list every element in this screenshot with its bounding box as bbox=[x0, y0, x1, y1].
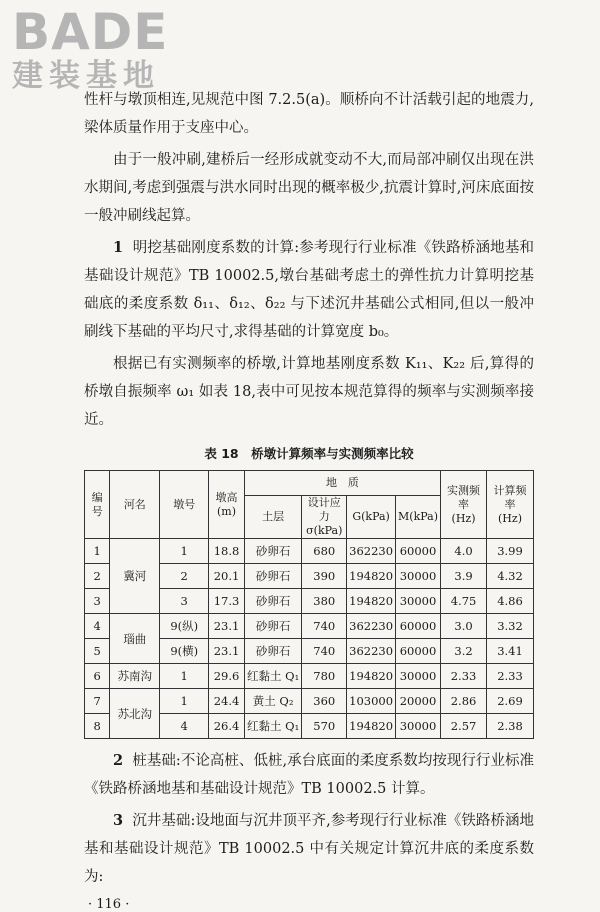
watermark-subtitle: 建装基地 bbox=[12, 58, 160, 94]
cell-sigma: 570 bbox=[302, 714, 347, 739]
cell-measured: 3.2 bbox=[441, 639, 487, 664]
cell-m: 30000 bbox=[396, 589, 441, 614]
paragraph-0: 性杆与墩顶相连,见规范中图 7.2.5(a)。顺桥向不计活载引起的地震力,梁体质量作用于支座中心。 bbox=[84, 92, 534, 136]
watermark-logo: BADE bbox=[12, 3, 169, 61]
cell-sigma: 740 bbox=[302, 614, 347, 639]
cell-soil: 砂卵石 bbox=[244, 639, 302, 664]
cell-no: 5 bbox=[85, 639, 110, 664]
cell-calc: 2.38 bbox=[487, 714, 534, 739]
table-row bbox=[85, 539, 534, 564]
header-calc: 计算频率 (Hz) bbox=[487, 471, 534, 539]
cell-m: 20000 bbox=[396, 689, 441, 714]
cell-soil: 砂卵石 bbox=[244, 614, 302, 639]
paragraph-5 bbox=[84, 807, 534, 891]
watermark bbox=[12, 3, 169, 94]
cell-calc: 3.41 bbox=[487, 639, 534, 664]
cell-measured: 4.0 bbox=[441, 539, 487, 564]
paragraph-1: 由于一般冲刷,建桥后一经形成就变动不大,而局部冲刷仅出现在洪水期间,考虑到强震与洪水同时出现的概率极少,抗震计算时,河床底面按一般冲刷线起算。 bbox=[84, 152, 534, 224]
cell-measured: 4.75 bbox=[441, 589, 487, 614]
document-body bbox=[84, 86, 534, 912]
table-caption: 表 18 桥墩计算频率与实测频率比较 bbox=[204, 446, 414, 461]
cell-measured: 3.9 bbox=[441, 564, 487, 589]
header-height: 墩高 (m) bbox=[209, 471, 245, 539]
cell-m: 30000 bbox=[396, 664, 441, 689]
cell-pier: 1 bbox=[160, 664, 209, 689]
header-soil: 土层 bbox=[244, 496, 302, 539]
paragraph-2-text: 明挖基础刚度系数的计算:参考现行行业标准《铁路桥涵地基和基础设计规范》TB 10002.5,墩台基础考虑土的弹性抗力计算明挖基础底的柔度系数 δ₁₁、δ₁₂、δ₂₂ 与下述沉井基础公式相同,但以一般冲刷线下基础的平均尺寸,求得基础的计算宽度 b₀。 bbox=[84, 240, 535, 340]
cell-sigma: 380 bbox=[302, 589, 347, 614]
cell-m: 30000 bbox=[396, 564, 441, 589]
cell-g: 362230 bbox=[347, 539, 396, 564]
paragraph-4-text: 桩基础:不论高桩、低桩,承台底面的柔度系数均按现行行业标准《铁路桥涵地基和基础设计规范》TB 10002.5 计算。 bbox=[84, 753, 534, 797]
cell-g: 194820 bbox=[347, 564, 396, 589]
cell-no: 1 bbox=[85, 539, 110, 564]
section-number-3: 3 bbox=[113, 812, 124, 829]
cell-soil: 砂卵石 bbox=[244, 589, 302, 614]
cell-pier: 4 bbox=[160, 714, 209, 739]
cell-height: 29.6 bbox=[209, 664, 245, 689]
cell-pier: 9(纵) bbox=[160, 614, 209, 639]
paragraph-5-text: 沉井基础:设地面与沉井顶平齐,参考现行行业标准《铁路桥涵地基和基础设计规范》TB 10002.5 中有关规定计算沉井底的柔度系数为: bbox=[84, 813, 534, 885]
section-number-1: 1 bbox=[113, 239, 124, 256]
cell-no: 7 bbox=[85, 689, 110, 714]
frequency-table bbox=[84, 470, 534, 739]
cell-no: 6 bbox=[85, 664, 110, 689]
cell-measured: 3.0 bbox=[441, 614, 487, 639]
paragraph-4 bbox=[84, 747, 534, 803]
cell-height: 23.1 bbox=[209, 614, 245, 639]
cell-height: 17.3 bbox=[209, 589, 245, 614]
cell-river: 冀河 bbox=[110, 539, 160, 614]
cell-height: 18.8 bbox=[209, 539, 245, 564]
cell-height: 24.4 bbox=[209, 689, 245, 714]
cell-soil: 红黏土 Q₁ bbox=[244, 714, 302, 739]
cell-calc: 2.69 bbox=[487, 689, 534, 714]
header-measured: 实测频率 (Hz) bbox=[441, 471, 487, 539]
cell-g: 194820 bbox=[347, 714, 396, 739]
cell-soil: 砂卵石 bbox=[244, 539, 302, 564]
cell-river: 苏南沟 bbox=[110, 664, 160, 689]
cell-g: 194820 bbox=[347, 664, 396, 689]
cell-pier: 2 bbox=[160, 564, 209, 589]
cell-measured: 2.86 bbox=[441, 689, 487, 714]
cell-calc: 3.99 bbox=[487, 539, 534, 564]
cell-calc: 3.32 bbox=[487, 614, 534, 639]
cell-sigma: 360 bbox=[302, 689, 347, 714]
cell-m: 30000 bbox=[396, 714, 441, 739]
section-number-2: 2 bbox=[113, 752, 124, 769]
cell-river: 瑙曲 bbox=[110, 614, 160, 664]
cell-g: 103000 bbox=[347, 689, 396, 714]
cell-no: 8 bbox=[85, 714, 110, 739]
cell-soil: 红黏土 Q₁ bbox=[244, 664, 302, 689]
cell-sigma: 390 bbox=[302, 564, 347, 589]
cell-g: 362230 bbox=[347, 614, 396, 639]
cell-m: 60000 bbox=[396, 539, 441, 564]
cell-calc: 4.86 bbox=[487, 589, 534, 614]
cell-soil: 砂卵石 bbox=[244, 564, 302, 589]
cell-measured: 2.57 bbox=[441, 714, 487, 739]
header-no: 编号 bbox=[85, 471, 110, 539]
cell-m: 60000 bbox=[396, 639, 441, 664]
header-sigma: 设计应力 σ(kPa) bbox=[302, 496, 347, 539]
table-row bbox=[85, 689, 534, 714]
cell-sigma: 780 bbox=[302, 664, 347, 689]
header-g: G(kPa) bbox=[347, 496, 396, 539]
cell-calc: 2.33 bbox=[487, 664, 534, 689]
cell-m: 60000 bbox=[396, 614, 441, 639]
cell-pier: 9(横) bbox=[160, 639, 209, 664]
page-number: · 116 · bbox=[88, 897, 130, 912]
header-river: 河名 bbox=[110, 471, 160, 539]
cell-height: 20.1 bbox=[209, 564, 245, 589]
cell-pier: 3 bbox=[160, 589, 209, 614]
cell-pier: 1 bbox=[160, 689, 209, 714]
cell-sigma: 680 bbox=[302, 539, 347, 564]
header-pier: 墩号 bbox=[160, 471, 209, 539]
cell-calc: 4.32 bbox=[487, 564, 534, 589]
cell-soil: 黄土 Q₂ bbox=[244, 689, 302, 714]
cell-river: 苏北沟 bbox=[110, 689, 160, 739]
header-m: M(kPa) bbox=[396, 496, 441, 539]
cell-no: 2 bbox=[85, 564, 110, 589]
paragraph-3: 根据已有实测频率的桥墩,计算地基刚度系数 K₁₁、K₂₂ 后,算得的桥墩自振频率 ω₁ 如表 18,表中可见按本规范算得的频率与实测频率接近。 bbox=[84, 356, 534, 428]
cell-no: 4 bbox=[85, 614, 110, 639]
cell-g: 194820 bbox=[347, 589, 396, 614]
cell-pier: 1 bbox=[160, 539, 209, 564]
cell-height: 26.4 bbox=[209, 714, 245, 739]
cell-height: 23.1 bbox=[209, 639, 245, 664]
cell-g: 362230 bbox=[347, 639, 396, 664]
cell-sigma: 740 bbox=[302, 639, 347, 664]
header-geology: 地 质 bbox=[244, 471, 440, 496]
table-row bbox=[85, 614, 534, 639]
cell-no: 3 bbox=[85, 589, 110, 614]
cell-measured: 2.33 bbox=[441, 664, 487, 689]
table-row bbox=[85, 664, 534, 689]
paragraph-2 bbox=[84, 234, 534, 346]
